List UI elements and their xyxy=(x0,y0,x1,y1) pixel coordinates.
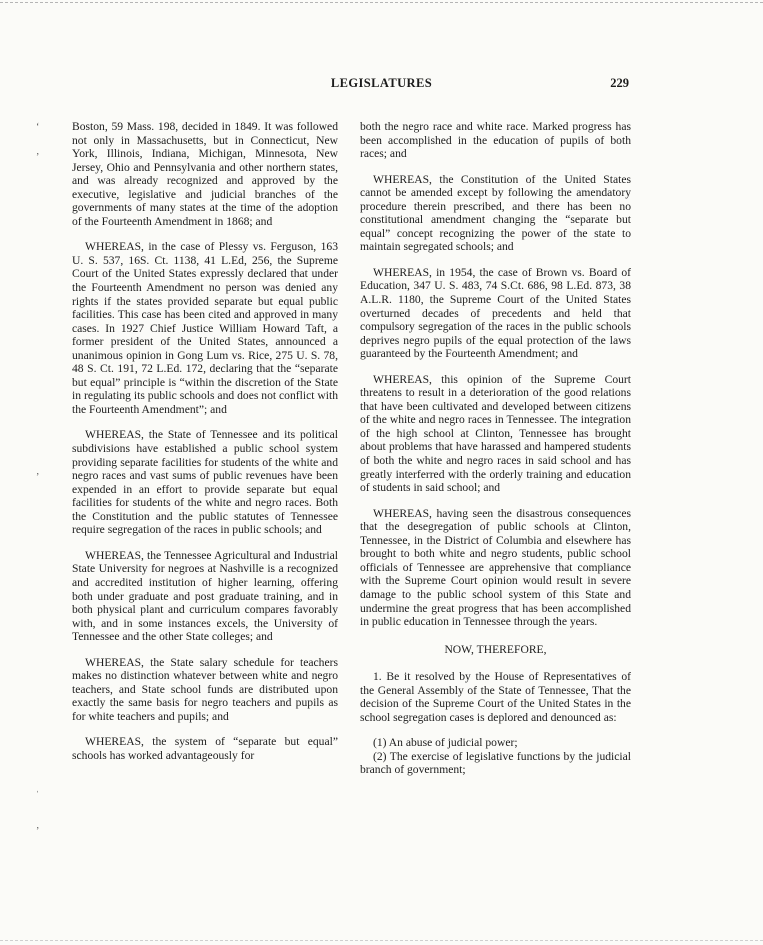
page-number: 229 xyxy=(610,76,629,90)
paragraph: WHEREAS, the State salary schedule for teachers makes no distinction whatever between white and negro teachers, and State school funds are distributed upon exactly the same basis for negro teachers and pupils as for white teachers and pupils; and xyxy=(72,655,338,723)
paragraph: WHEREAS, in 1954, the case of Brown vs. Board of Education, 347 U. S. 483, 74 S.Ct. 686, 98 L.Ed. 873, 38 A.L.R. 1180, the Supreme Court of the United States overturned decades of precedents and held that compulsory segregation of the races in the public schools deprives negro pupils of the equal protection of the laws guaranteed by the Fourteenth Amendment; and xyxy=(360,265,631,361)
right-column xyxy=(360,120,631,777)
margin-mark: ʻ xyxy=(36,122,40,133)
left-column xyxy=(72,120,338,775)
paragraph: WHEREAS, the Constitution of the United States cannot be amended except by following the amendatory procedure therein prescribed, and there has been no constitutional amendment changing the “separate but equal” concept recognizing the power of the state to maintain segregated schools; and xyxy=(360,172,631,254)
paragraph: WHEREAS, having seen the disastrous consequences that the desegregation of public schools at Clinton, Tennessee, in the District of Columbia and elsewhere has brought to both white and negro students, public school officials of Tennessee are apprehensive that compliance with the Supreme Court opinion would result in severe damage to the public school system of this State and undermine the great progress that has been accomplished in public education in Tennessee through the years. xyxy=(360,506,631,629)
running-head: LEGISLATURES xyxy=(330,76,433,90)
list-item: (2) The exercise of legislative functions by the judicial branch of government; xyxy=(360,749,631,777)
paragraph: WHEREAS, the State of Tennessee and its political subdivisions have established a public school system providing separate facilities for students of the white and negro races and vast sums of public revenues have been expended in an effort to provide separate but equal facilities for students of the white and negro races. Both the Constitution and the public statutes of Tennessee require segregation of the races in public schools; and xyxy=(72,428,338,537)
paragraph: WHEREAS, in the case of Plessy vs. Ferguson, 163 U. S. 537, 16S. Ct. 1138, 41 L.Ed, 256, the Supreme Court of the United States expressly declared that under the Fourteenth Amendment no person was denied any rights if the states provided separate but equal public facilities. This case has been cited and approved in many cases. In 1927 Chief Justice William Howard Taft, a former president of the United States, announced a unanimous opinion in Gong Lum vs. Rice, 275 U. S. 78, 48 S. Ct. 191, 72 L.Ed. 172, declaring that the “separate but equal” principle is “within the discretion of the State in regulating its public schools and does not conflict with the Fourteenth Amendment”; and xyxy=(72,240,338,416)
paragraph: WHEREAS, the system of “separate but equal” schools has worked advantageously for xyxy=(72,735,338,762)
margin-mark: ʼ xyxy=(36,826,40,837)
margin-mark: ˈ xyxy=(36,790,40,801)
page-header xyxy=(0,76,763,96)
paragraph: 1. Be it resolved by the House of Representatives of the General Assembly of the State of Tennessee, That the decision of the Supreme Court of the United States in the school segregation cases is deplored and denounced as: xyxy=(360,670,631,724)
section-heading: NOW, THEREFORE, xyxy=(444,642,547,656)
paragraph: WHEREAS, this opinion of the Supreme Court threatens to result in a deterioration of the good relations that have been cultivated and developed between citizens of the white and negro races in Tennessee. The integration of the high school at Clinton, Tennessee has brought about problems that have harassed and hampered students of both the white and negro races in said school and has greatly interferred with the orderly training and education of students in said school; and xyxy=(360,372,631,495)
margin-mark: ʼ xyxy=(36,472,40,483)
top-border xyxy=(0,2,763,3)
margin-mark: ʼ xyxy=(36,152,40,163)
list-item: (1) An abuse of judicial power; xyxy=(373,736,518,750)
paragraph: WHEREAS, the Tennessee Agricultural and Industrial State University for negroes at Nashville is a recognized and accredited institution of higher learning, offering both under graduate and post graduate training, and in both physical plant and curriculum compares favorably with, and in some instances excels, the University of Tennessee and the other State colleges; and xyxy=(72,548,338,644)
paragraph: Boston, 59 Mass. 198, decided in 1849. It was followed not only in Massachusetts, but in Connecticut, New York, Illinois, Indiana, Michigan, Minnesota, New Jersey, Ohio and Pennsylvania and other northern states, and was already recognized and approved by the executive, legislative and judicial branches of the governments of many states at the time of the adoption of the Fourteenth Amendment in 1868; and xyxy=(72,120,338,228)
paragraph: both the negro race and white race. Marked progress has been accomplished in the education of pupils of both races; and xyxy=(360,120,631,161)
bottom-border xyxy=(0,940,763,941)
